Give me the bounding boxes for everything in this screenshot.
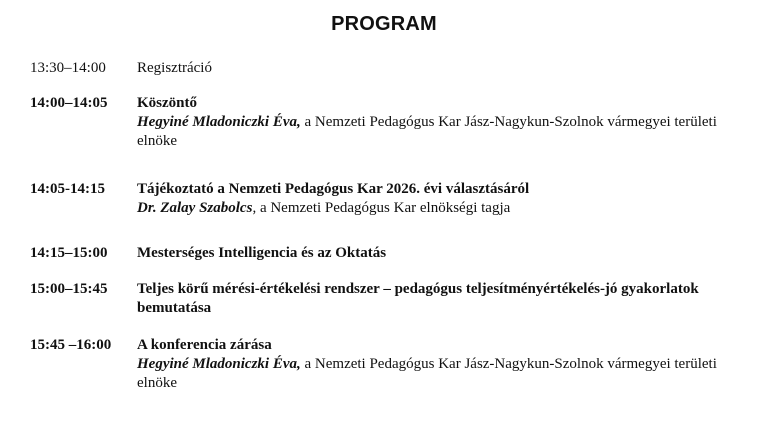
program-item-closing [30, 336, 750, 393]
speaker-name: Hegyiné Mladoniczki Éva, [137, 114, 301, 130]
program-item-registration [30, 59, 750, 78]
program-topic: Regisztráció [137, 60, 212, 76]
program-topic: Tájékoztató a Nemzeti Pedagógus Kar 2026. évi választásáról [137, 181, 530, 197]
program-item-ai [30, 244, 750, 263]
program-topic: Mesterséges Intelligencia és az Oktatás [137, 245, 387, 261]
program-time: 15:45 –16:00 [30, 337, 112, 353]
page-title: PROGRAM [331, 13, 437, 35]
program-item-welcome [30, 94, 750, 151]
program-item-evaluation [30, 280, 750, 318]
speaker-name: Dr. Zalay Szabolcs [137, 200, 253, 216]
speaker-role: a Nemzeti Pedagógus Kar Jász-Nagykun-Szolnok vármegyei területi elnöke [137, 356, 717, 391]
program-topic: A konferencia zárása [137, 337, 272, 353]
program-item-election-info [30, 180, 750, 218]
program-time: 14:15–15:00 [30, 245, 108, 261]
speaker-role: , a Nemzeti Pedagógus Kar elnökségi tagja [252, 200, 511, 216]
program-time: 14:00–14:05 [30, 95, 108, 111]
program-speaker-line [137, 199, 737, 218]
program-time: 13:30–14:00 [30, 60, 106, 76]
speaker-name: Hegyiné Mladoniczki Éva, [137, 356, 301, 372]
program-time: 15:00–15:45 [30, 281, 108, 297]
program-speaker-line [137, 113, 737, 151]
program-topic: Teljes körű mérési-értékelési rendszer – pedagógus teljesítményértékelés-jó gyakorlatok bemutatása [137, 281, 699, 316]
program-time: 14:05-14:15 [30, 181, 105, 197]
program-topic: Köszöntő [137, 95, 197, 111]
speaker-role: a Nemzeti Pedagógus Kar Jász-Nagykun-Szolnok vármegyei területi elnöke [137, 114, 717, 149]
program-speaker-line [137, 355, 737, 393]
